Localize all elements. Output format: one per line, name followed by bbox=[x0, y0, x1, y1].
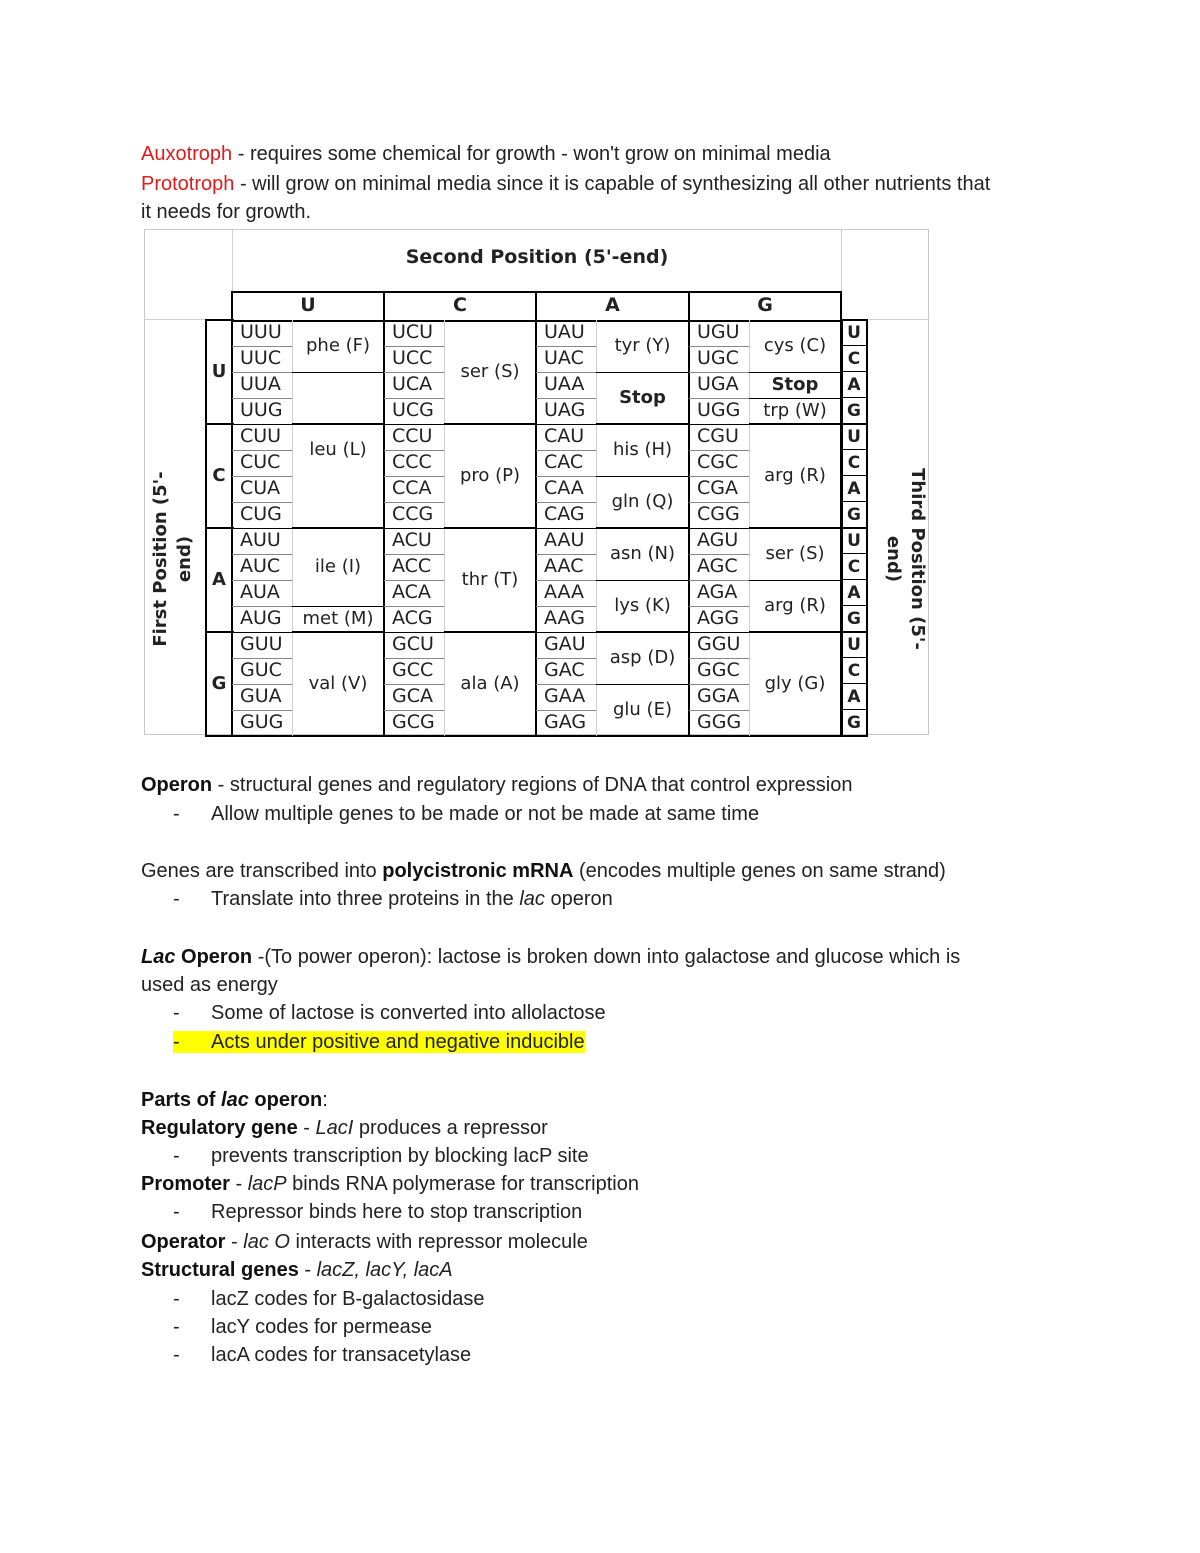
polycistronic-line bbox=[141, 857, 946, 885]
amino-acid-glu-e-: glu (E) bbox=[613, 699, 672, 720]
codon-GGA: GGA bbox=[697, 685, 740, 707]
promoter-bullet bbox=[173, 1198, 582, 1226]
codon-CUA: CUA bbox=[240, 477, 281, 499]
codon-CUC: CUC bbox=[240, 451, 281, 473]
codon-UUA: UUA bbox=[240, 373, 281, 395]
auxotroph-definition bbox=[141, 140, 831, 168]
structural-genes-line bbox=[141, 1256, 453, 1284]
codon-AAU: AAU bbox=[544, 529, 585, 551]
lac-operon-line bbox=[141, 943, 960, 971]
codon-GCA: GCA bbox=[392, 685, 433, 707]
operon-bullet-text: Allow multiple genes to be made or not be made at same time bbox=[211, 803, 760, 825]
codon-ACU: ACU bbox=[392, 529, 432, 551]
guide-line bbox=[869, 319, 929, 320]
codon-AUA: AUA bbox=[240, 581, 280, 603]
amino-acid-his-h-: his (H) bbox=[612, 439, 673, 460]
lac-term-italic: Lac bbox=[141, 946, 176, 968]
regulatory-bullet-text: prevents transcription by blocking lacP site bbox=[211, 1145, 589, 1167]
second-position-title: Second Position (5'-end) bbox=[405, 246, 669, 268]
codon-CGG: CGG bbox=[697, 503, 740, 525]
bullet-dash: - bbox=[173, 803, 180, 825]
amino-acid-lys-k-: lys (K) bbox=[614, 595, 671, 616]
first-col-border bbox=[205, 319, 234, 321]
amino-acid-ile-i-: ile (I) bbox=[314, 556, 362, 577]
lac-def-cont: used as energy bbox=[141, 974, 278, 996]
codon-CAU: CAU bbox=[544, 425, 585, 447]
dash-sep: - bbox=[229, 1173, 248, 1195]
third-base-G: G bbox=[847, 401, 861, 421]
third-base-C: C bbox=[847, 661, 861, 681]
bullet-dash: - bbox=[173, 1316, 180, 1338]
codon-AAA: AAA bbox=[544, 581, 585, 603]
amino-acid-ser-s-: ser (S) bbox=[460, 361, 520, 382]
amino-acid-leu-l-: leu (L) bbox=[309, 439, 367, 460]
codon-GCU: GCU bbox=[392, 633, 434, 655]
operon-bullet bbox=[173, 800, 759, 828]
codon-AAG: AAG bbox=[544, 607, 585, 629]
codon-UGC: UGC bbox=[697, 347, 739, 369]
codon-GUG: GUG bbox=[240, 711, 284, 733]
operon-definition bbox=[141, 771, 852, 799]
poly-bullet-post: operon bbox=[544, 888, 613, 910]
operon-term: Operon bbox=[141, 774, 213, 796]
lac-bullet-2-text: Acts under positive and negative inducible bbox=[211, 1031, 585, 1053]
lac-bullet-1-text: Some of lactose is converted into allolactose bbox=[211, 1002, 606, 1024]
amino-acid-asn-n-: asn (N) bbox=[609, 543, 676, 564]
amino-acid-ala-a-: ala (A) bbox=[460, 673, 520, 694]
codon-UAA: UAA bbox=[544, 373, 585, 395]
first-col-border bbox=[205, 527, 234, 529]
lac-term: Operon bbox=[175, 946, 253, 968]
poly-bullet bbox=[173, 885, 613, 913]
amino-acid-asp-d-: asp (D) bbox=[609, 647, 676, 668]
operator-term: Operator bbox=[141, 1231, 226, 1253]
codon-AUC: AUC bbox=[240, 555, 281, 577]
promoter-def: binds RNA polymerase for transcription bbox=[286, 1173, 639, 1195]
codon-CGC: CGC bbox=[697, 451, 739, 473]
codon-CGA: CGA bbox=[697, 477, 738, 499]
structural-bullet-3 bbox=[173, 1341, 471, 1369]
structural-bullet-3-text: lacA codes for transacetylase bbox=[211, 1344, 472, 1366]
first-position-title: First Position (5'-end) bbox=[150, 471, 195, 647]
bullet-dash: - bbox=[173, 1288, 180, 1310]
codon-UGG: UGG bbox=[697, 399, 741, 421]
third-base-G: G bbox=[847, 609, 861, 629]
codon-AUU: AUU bbox=[240, 529, 281, 551]
bullet-dash: - bbox=[173, 1201, 180, 1223]
bullet-dash: - bbox=[173, 1002, 180, 1024]
amino-acid-stop: Stop bbox=[771, 374, 819, 395]
prototroph-definition-cont: it needs for growth. bbox=[141, 201, 312, 223]
codon-CUU: CUU bbox=[240, 425, 282, 447]
amino-acid-gln-q-: gln (Q) bbox=[611, 491, 674, 512]
regulatory-term: Regulatory gene bbox=[141, 1117, 298, 1139]
codon-UCC: UCC bbox=[392, 347, 433, 369]
grid-border bbox=[231, 291, 233, 736]
first-col-border bbox=[205, 735, 234, 737]
codon-CAA: CAA bbox=[544, 477, 584, 499]
third-base-A: A bbox=[847, 479, 861, 499]
amino-acid-gly-g-: gly (G) bbox=[764, 673, 826, 694]
amino-acid-phe-f-: phe (F) bbox=[305, 335, 371, 356]
dash-sep: - bbox=[225, 1231, 244, 1253]
promoter-italic: lacP bbox=[247, 1173, 287, 1195]
amino-acid-stop: Stop bbox=[619, 387, 666, 408]
third-base-U: U bbox=[847, 323, 861, 343]
parts-title-post: operon bbox=[248, 1089, 323, 1111]
first-base-A: A bbox=[212, 569, 226, 590]
codon-GAU: GAU bbox=[544, 633, 586, 655]
lac-bullet-1 bbox=[173, 999, 606, 1027]
first-base-G: G bbox=[211, 673, 227, 694]
operator-def: interacts with repressor molecule bbox=[289, 1231, 588, 1253]
third-base-A: A bbox=[847, 583, 861, 603]
codon-CCU: CCU bbox=[392, 425, 433, 447]
promoter-bullet-text: Repressor binds here to stop transcription bbox=[211, 1201, 583, 1223]
amino-acid-trp-w-: trp (W) bbox=[763, 400, 827, 421]
promoter-line bbox=[141, 1170, 639, 1198]
codon-UAC: UAC bbox=[544, 347, 584, 369]
codon-GUA: GUA bbox=[240, 685, 282, 707]
structural-bullet-2 bbox=[173, 1313, 432, 1341]
bullet-dash: - bbox=[173, 888, 180, 910]
first-col-border bbox=[205, 631, 234, 633]
codon-AGG: AGG bbox=[697, 607, 740, 629]
third-base-C: C bbox=[847, 349, 861, 369]
third-position-title: Third Position (5'-end) bbox=[883, 468, 928, 650]
third-base-A: A bbox=[847, 375, 861, 395]
third-base-C: C bbox=[847, 453, 861, 473]
codon-CCC: CCC bbox=[392, 451, 432, 473]
first-base-C: C bbox=[212, 465, 226, 486]
codon-CUG: CUG bbox=[240, 503, 282, 525]
codon-CCA: CCA bbox=[392, 477, 432, 499]
codon-GUU: GUU bbox=[240, 633, 283, 655]
codon-UUG: UUG bbox=[240, 399, 283, 421]
operator-line bbox=[141, 1228, 588, 1256]
parts-title bbox=[141, 1086, 328, 1114]
codon-GAC: GAC bbox=[544, 659, 585, 681]
third-base-U: U bbox=[847, 635, 861, 655]
codon-UAG: UAG bbox=[544, 399, 586, 421]
second-base-U: U bbox=[300, 294, 316, 316]
promoter-term: Promoter bbox=[141, 1173, 230, 1195]
codon-UCG: UCG bbox=[392, 399, 434, 421]
prototroph-term: Prototroph bbox=[141, 173, 235, 195]
codon-GCC: GCC bbox=[392, 659, 434, 681]
amino-acid-arg-r-: arg (R) bbox=[764, 595, 826, 616]
amino-acid-val-v-: val (V) bbox=[308, 673, 368, 694]
regulatory-italic: LacI bbox=[315, 1117, 354, 1139]
codon-CGU: CGU bbox=[697, 425, 739, 447]
operon-text: - structural genes and regulatory regions of DNA that control expression bbox=[212, 774, 853, 796]
codon-CAC: CAC bbox=[544, 451, 584, 473]
codon-GUC: GUC bbox=[240, 659, 282, 681]
regulatory-gene-line bbox=[141, 1114, 548, 1142]
second-base-A: A bbox=[605, 294, 620, 316]
first-col-border bbox=[205, 423, 234, 425]
codon-AAC: AAC bbox=[544, 555, 584, 577]
codon-UCA: UCA bbox=[392, 373, 433, 395]
third-base-G: G bbox=[847, 713, 861, 733]
second-base-C: C bbox=[453, 294, 467, 316]
codon-UGU: UGU bbox=[697, 321, 740, 343]
parts-title-pre: Parts of bbox=[141, 1089, 222, 1111]
bullet-dash: - bbox=[173, 1344, 180, 1366]
codon-UAU: UAU bbox=[544, 321, 585, 343]
codon-GGU: GGU bbox=[697, 633, 741, 655]
regulatory-bullet bbox=[173, 1142, 589, 1170]
third-base-U: U bbox=[847, 531, 861, 551]
codon-GGG: GGG bbox=[697, 711, 742, 733]
third-base-G: G bbox=[847, 505, 861, 525]
amino-acid-tyr-y-: tyr (Y) bbox=[614, 335, 671, 356]
codon-GAA: GAA bbox=[544, 685, 586, 707]
codon-UCU: UCU bbox=[392, 321, 434, 343]
poly-bullet-pre: Translate into three proteins in the bbox=[211, 888, 520, 910]
poly-bullet-italic: lac bbox=[519, 888, 545, 910]
third-base-C: C bbox=[847, 557, 861, 577]
bullet-dash: - bbox=[173, 1145, 180, 1167]
third-base-A: A bbox=[847, 687, 861, 707]
operator-italic: lac O bbox=[243, 1231, 290, 1253]
codon-table bbox=[144, 229, 929, 735]
structural-bullet-2-text: lacY codes for permease bbox=[211, 1316, 432, 1338]
poly-pre: Genes are transcribed into bbox=[141, 860, 383, 882]
codon-CAG: CAG bbox=[544, 503, 585, 525]
codon-GCG: GCG bbox=[392, 711, 435, 733]
codon-GAG: GAG bbox=[544, 711, 587, 733]
codon-ACA: ACA bbox=[392, 581, 431, 603]
codon-CCG: CCG bbox=[392, 503, 434, 525]
structural-bullet-1 bbox=[173, 1285, 484, 1313]
parts-title-italic: lac bbox=[221, 1089, 249, 1111]
codon-AUG: AUG bbox=[240, 607, 282, 629]
third-base-U: U bbox=[847, 427, 861, 447]
amino-acid-thr-t-: thr (T) bbox=[461, 569, 519, 590]
structural-term: Structural genes bbox=[141, 1259, 299, 1281]
codon-UUU: UUU bbox=[240, 321, 282, 343]
poly-term: polycistronic mRNA bbox=[382, 860, 574, 882]
amino-acid-cys-c-: cys (C) bbox=[763, 335, 827, 356]
bullet-dash: - bbox=[173, 1031, 180, 1053]
codon-UUC: UUC bbox=[240, 347, 282, 369]
prototroph-definition bbox=[141, 170, 990, 198]
amino-acid-ser-s-: ser (S) bbox=[765, 543, 825, 564]
amino-acid-arg-r-: arg (R) bbox=[764, 465, 826, 486]
codon-ACG: ACG bbox=[392, 607, 433, 629]
codon-UGA: UGA bbox=[697, 373, 739, 395]
dash-sep: - bbox=[298, 1259, 317, 1281]
amino-acid-met-m-: met (M) bbox=[302, 608, 374, 629]
codon-AGA: AGA bbox=[697, 581, 738, 603]
second-base-G: G bbox=[757, 294, 773, 316]
codon-ACC: ACC bbox=[392, 555, 432, 577]
auxotroph-text: - requires some chemical for growth - won't grow on minimal media bbox=[232, 143, 831, 165]
first-base-U: U bbox=[211, 361, 227, 382]
auxotroph-term: Auxotroph bbox=[141, 143, 233, 165]
poly-post: (encodes multiple genes on same strand) bbox=[573, 860, 946, 882]
structural-italic: lacZ, lacY, lacA bbox=[316, 1259, 453, 1281]
lac-bullet-2 bbox=[173, 1028, 585, 1056]
dash-sep: - bbox=[297, 1117, 316, 1139]
regulatory-def: produces a repressor bbox=[353, 1117, 548, 1139]
codon-AGC: AGC bbox=[697, 555, 738, 577]
structural-bullet-1-text: lacZ codes for B-galactosidase bbox=[211, 1288, 485, 1310]
prototroph-text: - will grow on minimal media since it is capable of synthesizing all other nutrients that bbox=[234, 173, 991, 195]
codon-AGU: AGU bbox=[697, 529, 739, 551]
codon-GGC: GGC bbox=[697, 659, 740, 681]
amino-acid-pro-p-: pro (P) bbox=[459, 465, 521, 486]
lac-def: -(To power operon): lactose is broken down into galactose and glucose which is bbox=[252, 946, 961, 968]
parts-title-colon: : bbox=[322, 1089, 328, 1111]
